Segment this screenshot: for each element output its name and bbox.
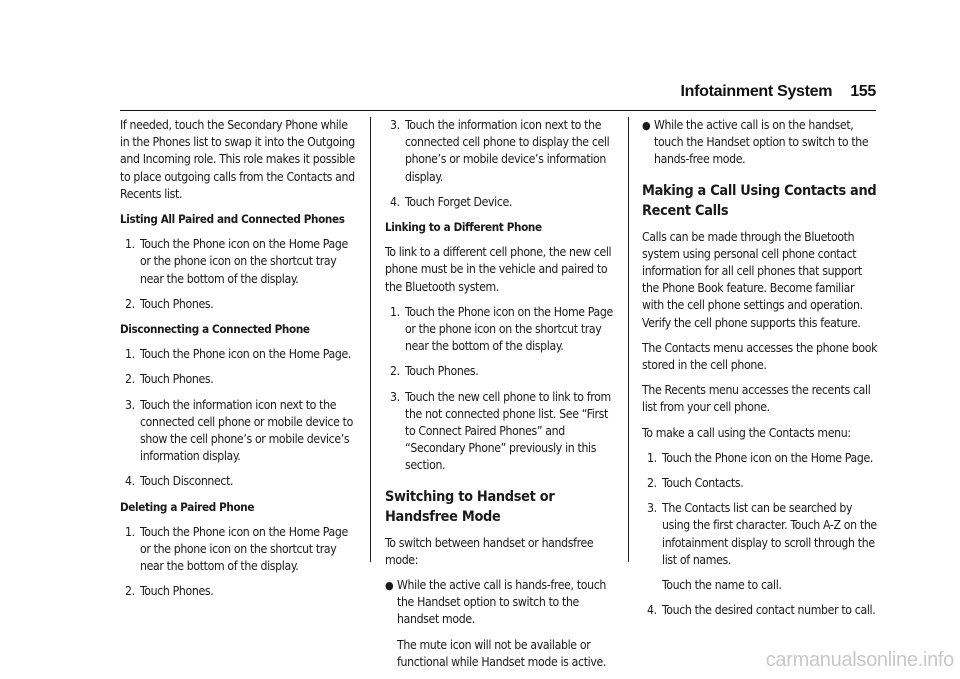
disconnect-steps (120, 346, 356, 490)
page-header (681, 83, 876, 101)
list-item: 1. Touch the Phone icon on the Home Page or the phone icon on the shortcut tray near the bottom of the display. (125, 237, 348, 286)
list-item: 2. Touch Phones. (125, 584, 214, 599)
delete-steps (120, 524, 356, 601)
watermark: carmanualsonline.info (765, 649, 954, 671)
switch-bullets-continued (642, 117, 878, 169)
contacts-para-2: The Contacts menu accesses the phone book stored in the cell phone. (642, 340, 878, 373)
column-divider-1 (370, 117, 371, 562)
list-item: 2. Touch Phones. (125, 296, 214, 311)
list-item: 3. The Contacts list can be searched by using the first character. Touch A-Z on the infotainment display to scroll through the list of names. Touch the name to call. (642, 500, 878, 594)
list-item: 2. Touch Phones. (125, 372, 214, 387)
subheading-listing-phones: Listing All Paired and Connected Phones (120, 212, 345, 227)
list-item: 4. Touch Disconnect. (125, 474, 234, 489)
delete-steps-continued (385, 117, 621, 211)
page-number: 155 (850, 83, 876, 100)
list-item: 4. Touch Forget Device. (390, 194, 513, 209)
bullet-note: The mute icon will not be available or functional while Handset mode is active. (397, 637, 607, 669)
contacts-para-4: To make a call using the Contacts menu: (642, 425, 851, 440)
header-title: Infotainment System (680, 83, 833, 100)
list-item: ● While the active call is on the handset, touch the Handset option to switch to the hands-free mode. (642, 118, 869, 167)
column-2 (385, 117, 621, 679)
list-item: 1. Touch the Phone icon on the Home Page or the phone icon on the shortcut tray near the bottom of the display. (390, 304, 613, 354)
bullet-icon: ● (385, 579, 394, 593)
subheading-disconnecting: Disconnecting a Connected Phone (120, 322, 310, 337)
switch-intro: To switch between handset or handsfree mode: (385, 535, 594, 567)
list-item: 1. Touch the Phone icon on the Home Page. (647, 450, 874, 465)
list-item: 2. Touch Phones. (390, 364, 479, 379)
contacts-para-3: The Recents menu accesses the recents call list from your cell phone. (642, 383, 871, 415)
list-item: 4. Touch the desired contact number to call. (647, 603, 876, 618)
subheading-linking: Linking to a Different Phone (385, 220, 542, 235)
column-3 (642, 117, 878, 627)
list-item: 1. Touch the Phone icon on the Home Page or the phone icon on the shortcut tray near the bottom of the display. (125, 524, 348, 574)
list-item: 3. Touch the information icon next to the connected cell phone or mobile device to show the cell phone’s or mobile device’s information display. (125, 397, 353, 464)
list-item: ● While the active call is hands-free, touch the Handset option to switch to the handset mode. The mute icon will not be available or functional while Handset mode is active. (385, 577, 621, 671)
header-rule (120, 110, 876, 111)
listing-steps (120, 236, 356, 313)
list-item: 3. Touch the new cell phone to link to from the not connected phone list. See “First to Connect Paired Phones” and “Secondary Phone” previously in this section. (390, 389, 611, 473)
subheading-deleting: Deleting a Paired Phone (120, 499, 255, 514)
column-1 (120, 117, 356, 609)
step-note: Touch the name to call. (662, 578, 782, 593)
link-steps (385, 304, 621, 475)
list-item: 1. Touch the Phone icon on the Home Page. (125, 347, 352, 362)
list-item: 3. Touch the information icon next to the connected cell phone to display the cell phone’s or mobile device’s information display. (390, 118, 610, 184)
section-title-switching: Switching to Handset or Handsfree Mode (385, 488, 555, 525)
intro-paragraph: If needed, touch the Secondary Phone while in the Phones list to swap it into the Outgoing and Incoming role. This role makes it possible to place outgoing calls from the Contacts and Recents list. (120, 118, 355, 201)
contacts-steps (642, 450, 878, 620)
link-intro: To link to a different cell phone, the new cell phone must be in the vehicle and paired to the Bluetooth system. (385, 245, 612, 294)
section-title-contacts: Making a Call Using Contacts and Recent Calls (642, 182, 877, 219)
column-divider-2 (628, 117, 629, 562)
switch-bullets (385, 577, 621, 671)
contacts-para-1: Calls can be made through the Bluetooth system using personal cell phone contact information for all cell phones that support the Phone Book feature. Become familiar with the cell phone settings and operation. Verify the cell phone supports this feature. (642, 229, 863, 330)
list-item: 2. Touch Contacts. (647, 476, 744, 491)
bullet-icon: ● (642, 119, 651, 132)
